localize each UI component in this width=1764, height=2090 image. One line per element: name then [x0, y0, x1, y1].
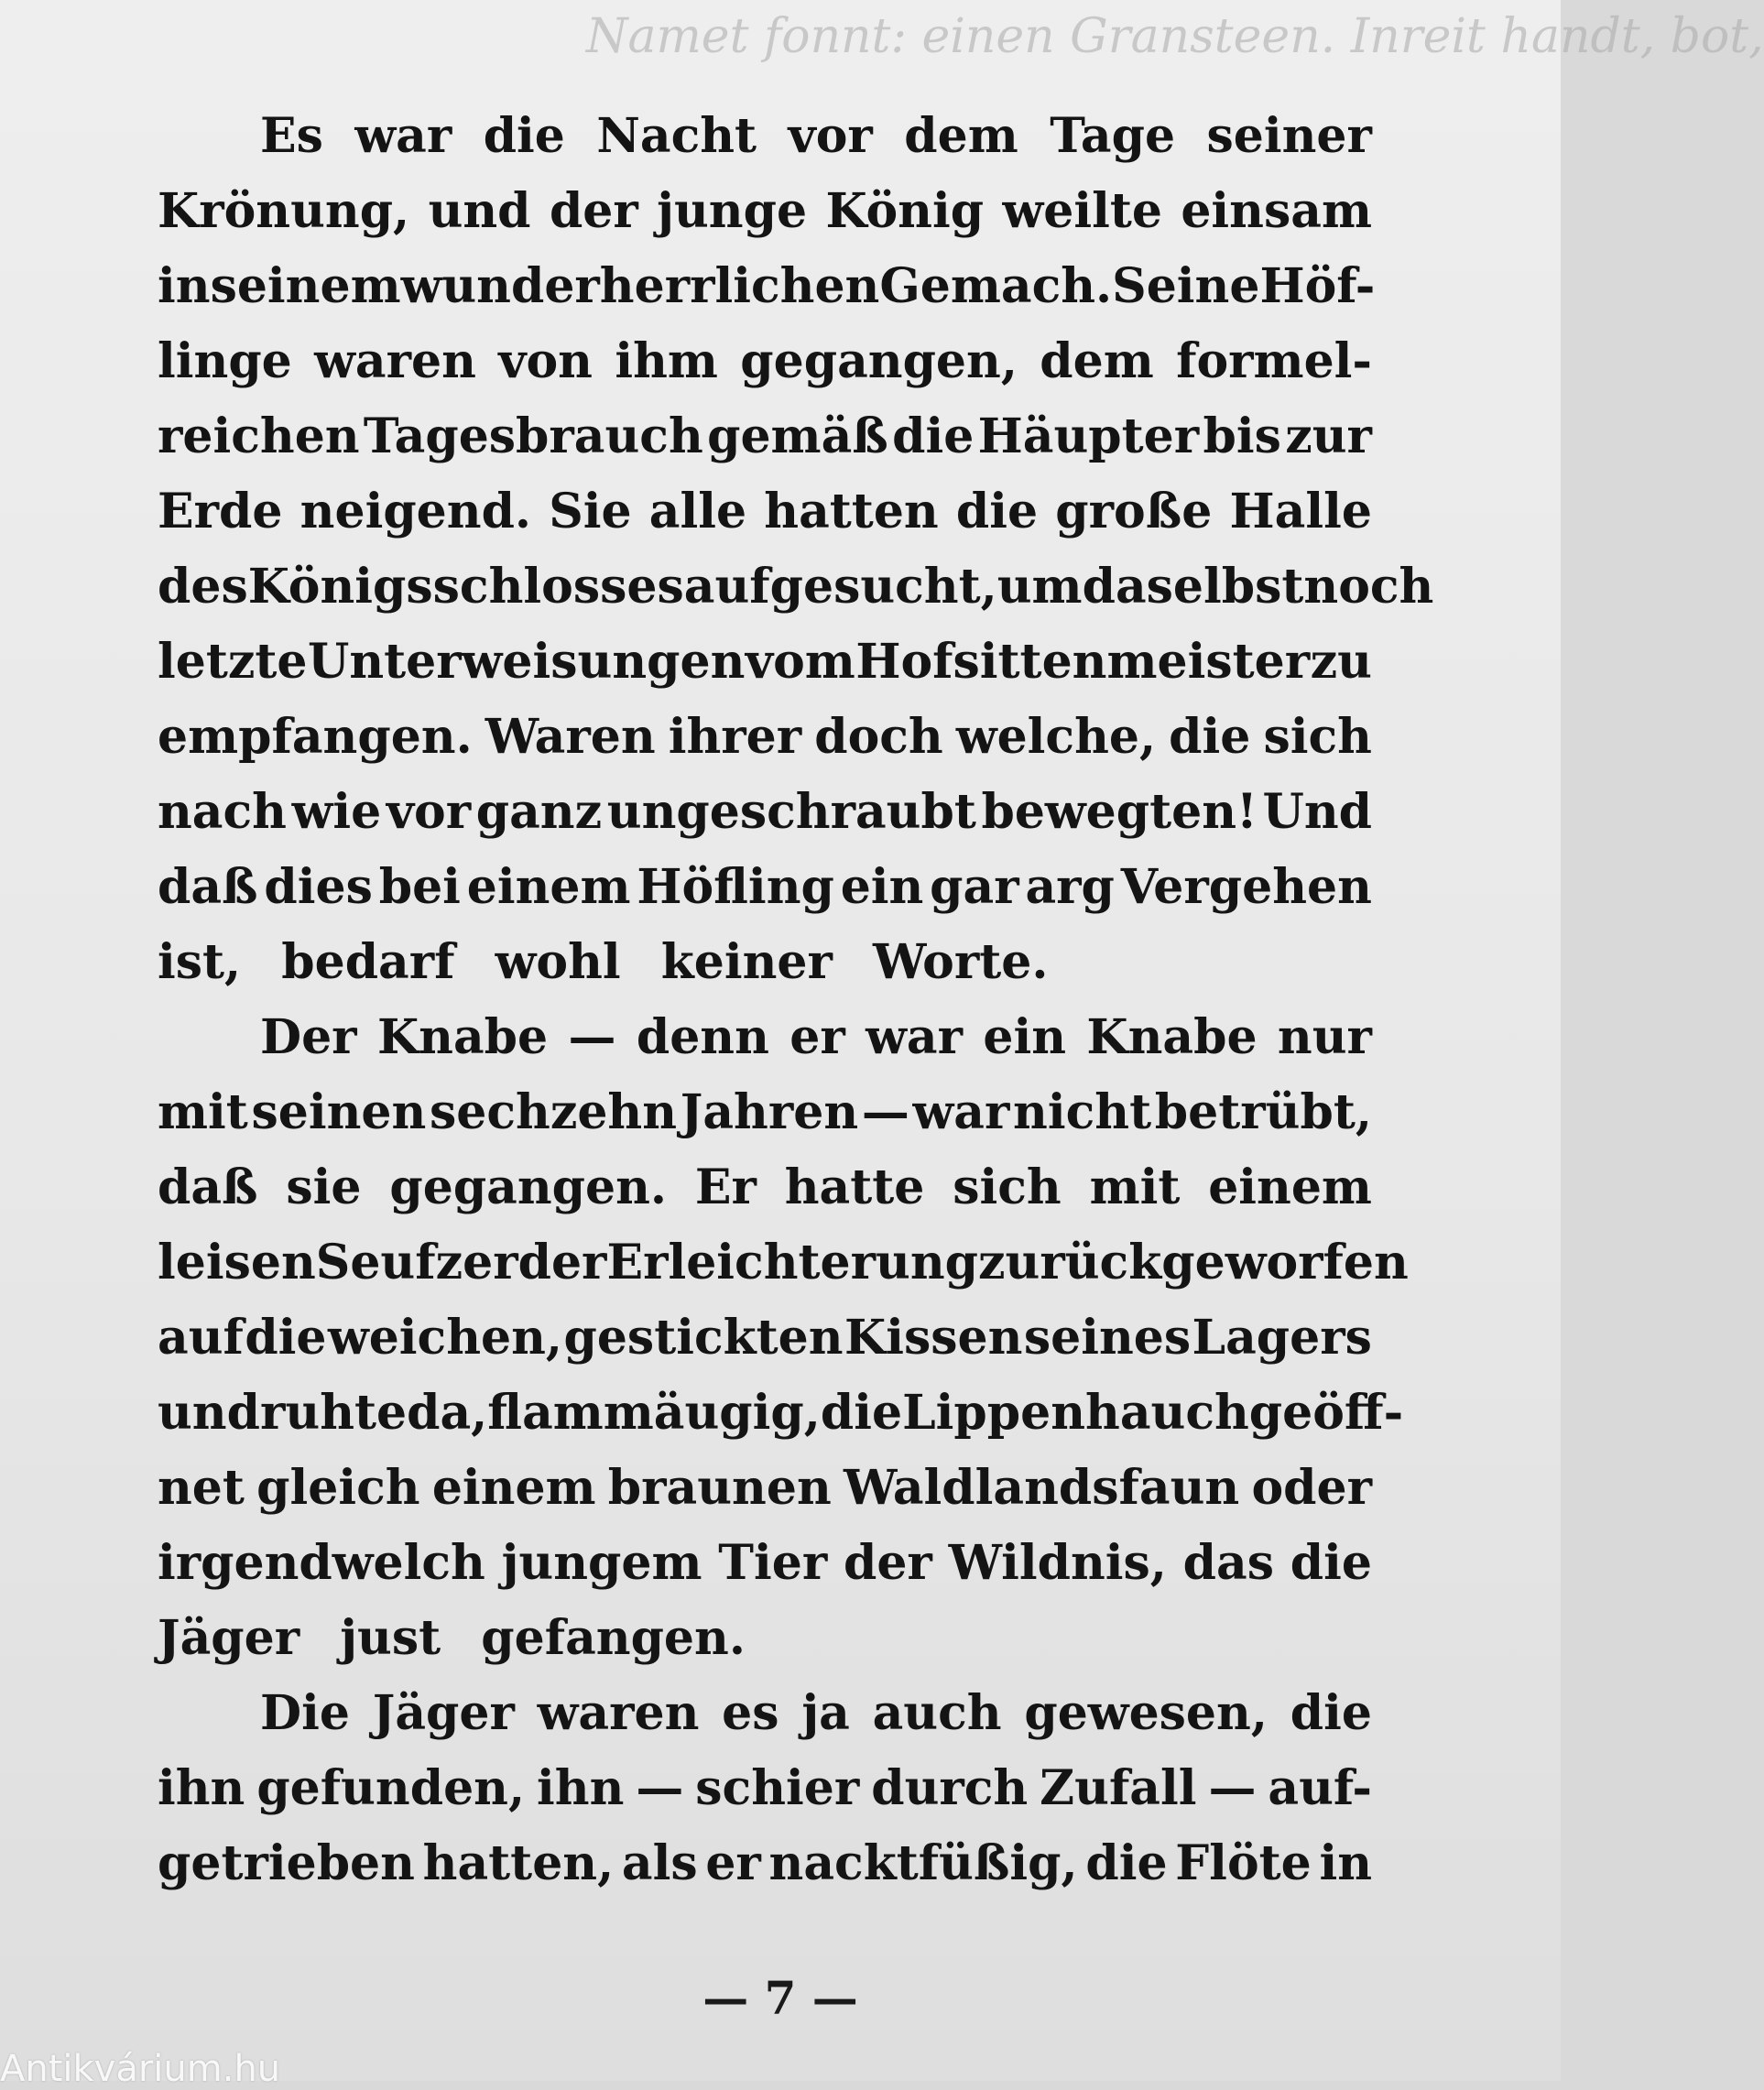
text-line: [158, 1376, 1404, 1451]
text-line: [158, 775, 1372, 850]
word: Jäger: [372, 1685, 515, 1741]
text-line: [158, 550, 1434, 625]
word: die: [1169, 709, 1251, 765]
word: waren: [537, 1685, 700, 1741]
word: Und: [1262, 784, 1372, 840]
word: Knabe: [1086, 1009, 1258, 1065]
word: ganz: [475, 784, 603, 840]
text-line: [158, 1225, 1409, 1301]
word: Erde: [158, 484, 283, 539]
word: der: [549, 183, 638, 239]
word: Tier: [718, 1535, 828, 1591]
word: empfangen.: [158, 709, 473, 765]
word: ihn: [158, 1760, 245, 1816]
word: auf-: [1268, 1760, 1372, 1816]
word: neigend.: [299, 484, 532, 539]
word: —: [636, 1760, 684, 1816]
word: hatten,: [422, 1835, 615, 1891]
word: große: [1055, 484, 1213, 539]
word: formel-: [1176, 333, 1372, 389]
word: Er: [694, 1159, 757, 1215]
text-line: [158, 850, 1372, 925]
word: daß: [158, 1159, 258, 1215]
word: gefunden,: [256, 1760, 526, 1816]
word: hauchgeöff-: [1085, 1385, 1404, 1441]
word: der: [843, 1535, 932, 1591]
word: nicht: [1013, 1084, 1152, 1140]
text-line: [158, 1000, 1372, 1075]
word: linge: [158, 333, 292, 389]
word: wie: [291, 784, 382, 840]
word: ja: [801, 1685, 850, 1741]
word: betrübt,: [1154, 1084, 1372, 1140]
word: Waren: [485, 709, 656, 765]
word: es: [722, 1685, 779, 1741]
word: Häupter: [977, 408, 1200, 464]
word: Flöte: [1175, 1835, 1312, 1891]
text-line: [158, 1451, 1372, 1526]
word: und: [428, 183, 531, 239]
word: der: [517, 1235, 607, 1290]
word: mit: [158, 1084, 248, 1140]
word: Hofsittenmeister: [855, 634, 1311, 690]
word: Seine: [1112, 258, 1260, 314]
word: dem: [904, 108, 1018, 164]
word: die: [1290, 1535, 1372, 1591]
word: weichen,: [327, 1310, 563, 1366]
word: die: [483, 108, 565, 164]
text-line: [158, 1676, 1372, 1751]
word: Tage: [1050, 108, 1176, 164]
word: ihrer: [668, 709, 802, 765]
watermark: Antikvárium.hu: [0, 2048, 281, 2090]
word: auch: [872, 1685, 1002, 1741]
word: braunen: [607, 1460, 832, 1516]
word: reichen: [158, 408, 360, 464]
word: noch: [1303, 559, 1434, 615]
word: Königsschlosses: [247, 559, 684, 615]
word: sich: [953, 1159, 1062, 1215]
word: waren: [314, 333, 476, 389]
word: Kissen: [844, 1310, 1023, 1366]
word: dies: [264, 859, 373, 915]
text-line: [158, 1526, 1372, 1601]
word: denn: [636, 1009, 769, 1065]
word: dem: [1040, 333, 1154, 389]
word: sie: [286, 1159, 362, 1215]
word: —: [1208, 1760, 1257, 1816]
word: mit: [1089, 1159, 1181, 1215]
word: daselbst: [1082, 559, 1304, 615]
word: von: [498, 333, 593, 389]
word: die: [1085, 1835, 1168, 1891]
word: jungem: [501, 1535, 702, 1591]
word: vom: [745, 634, 855, 690]
text-line: [158, 249, 1376, 324]
word: Halle: [1229, 484, 1372, 539]
word: Es: [260, 108, 323, 164]
word: weilte: [1002, 183, 1162, 239]
word: net: [158, 1460, 245, 1516]
text-line: [158, 1301, 1372, 1376]
word: ein: [840, 859, 924, 915]
word: zurückgeworfen: [978, 1235, 1409, 1290]
word: Die: [260, 1685, 350, 1741]
text-line: [158, 1751, 1372, 1826]
body-text: [158, 99, 1434, 1901]
word: schier: [695, 1760, 860, 1816]
word: einem: [431, 1460, 596, 1516]
word: irgendwelch: [158, 1535, 485, 1591]
word: war: [912, 1084, 1010, 1140]
word: sich: [1263, 709, 1372, 765]
word: die: [1290, 1685, 1372, 1741]
word: Lippen: [902, 1385, 1086, 1441]
word: einem: [466, 859, 631, 915]
word: ihn: [537, 1760, 625, 1816]
word: die: [820, 1385, 903, 1441]
word: vor: [788, 108, 873, 164]
word: Wildnis,: [948, 1535, 1167, 1591]
word: Waldlandsfaun: [843, 1460, 1240, 1516]
text-line: Jäger just gefangen.: [158, 1610, 746, 1666]
word: Unterweisungen: [308, 634, 746, 690]
word: gewesen,: [1024, 1685, 1268, 1741]
word: vor: [386, 784, 472, 840]
word: gestickten: [563, 1310, 844, 1366]
word: die: [955, 484, 1039, 539]
word: junge: [657, 183, 808, 239]
word: gleich: [256, 1460, 420, 1516]
word: seinen: [251, 1084, 427, 1140]
word: zu: [1310, 634, 1372, 690]
text-line: ist, bedarf wohl keiner Worte.: [158, 934, 1049, 990]
word: in: [1319, 1835, 1372, 1891]
text-line: [158, 625, 1372, 700]
word: König: [825, 183, 985, 239]
word: seines: [1023, 1310, 1192, 1366]
text-line: [158, 174, 1372, 249]
word: war: [866, 1009, 963, 1065]
word: zur: [1285, 408, 1372, 464]
word: bis: [1203, 408, 1281, 464]
word: bewegten!: [981, 784, 1258, 840]
word: bei: [378, 859, 461, 915]
word: arg: [1025, 859, 1115, 915]
word: ihm: [615, 333, 718, 389]
word: um: [996, 559, 1083, 615]
word: Tagesbrauch: [363, 408, 703, 464]
word: ungeschraubt: [606, 784, 976, 840]
word: Erleichterung: [606, 1235, 979, 1290]
word: flammäugig,: [487, 1385, 821, 1441]
word: gemäß: [707, 408, 888, 464]
word: —: [861, 1084, 909, 1140]
word: hatte: [784, 1159, 925, 1215]
word: die: [245, 1310, 327, 1366]
word: seinem: [210, 258, 401, 314]
word: aufgesucht,: [683, 559, 997, 615]
word: Krönung,: [158, 183, 410, 239]
text-line: [158, 1150, 1372, 1225]
word: daß: [158, 859, 258, 915]
word: Höfling: [637, 859, 834, 915]
word: hatten: [764, 484, 939, 539]
text-line: [158, 474, 1372, 550]
word: Vergehen: [1120, 859, 1372, 915]
word: er: [789, 1009, 845, 1065]
word: Sie: [549, 484, 632, 539]
word: Lagers: [1192, 1310, 1372, 1366]
word: einem: [1208, 1159, 1372, 1215]
word: Nacht: [596, 108, 757, 164]
text-line: [158, 399, 1372, 474]
word: einsam: [1181, 183, 1372, 239]
word: Seufzer: [315, 1235, 518, 1290]
word: die: [892, 408, 975, 464]
word: Gemach.: [879, 258, 1113, 314]
word: ein: [983, 1009, 1067, 1065]
word: des: [158, 559, 248, 615]
word: Knabe: [376, 1009, 549, 1065]
word: Jahren: [680, 1084, 859, 1140]
word: alle: [648, 484, 747, 539]
word: letzte: [158, 634, 308, 690]
word: auf: [158, 1310, 244, 1366]
word: gar: [930, 859, 1019, 915]
word: nacktfüßig,: [768, 1835, 1078, 1891]
word: welche,: [955, 709, 1157, 765]
word: oder: [1251, 1460, 1372, 1516]
text-line: [158, 1075, 1372, 1150]
text-line: [158, 324, 1372, 399]
text-line: [158, 99, 1372, 174]
word: war: [354, 108, 452, 164]
word: getrieben: [158, 1835, 415, 1891]
word: nach: [158, 784, 287, 840]
word: leisen: [158, 1235, 316, 1290]
word: Zufall: [1040, 1760, 1197, 1816]
word: gegangen,: [740, 333, 1018, 389]
word: und: [158, 1385, 260, 1441]
word: Der: [260, 1009, 357, 1065]
word: als: [621, 1835, 698, 1891]
page-number: — 7 —: [702, 1971, 858, 2025]
word: durch: [871, 1760, 1029, 1816]
word: das: [1182, 1535, 1274, 1591]
word: in: [158, 258, 211, 314]
text-line: [158, 700, 1372, 775]
word: da,: [407, 1385, 488, 1441]
word: nur: [1277, 1009, 1372, 1065]
word: doch: [814, 709, 943, 765]
word: gegangen.: [389, 1159, 668, 1215]
word: —: [568, 1009, 616, 1065]
word: Höf-: [1259, 258, 1376, 314]
word: er: [705, 1835, 761, 1891]
text-line: [158, 1826, 1372, 1901]
bleed-through-text: Namet fonnt: einen Gransteen. Inreit handt, bot,: [586, 9, 1764, 64]
word: ruhte: [259, 1385, 408, 1441]
word: sechzehn: [429, 1084, 678, 1140]
word: seiner: [1206, 108, 1372, 164]
word: wunderherrlichen: [400, 258, 880, 314]
